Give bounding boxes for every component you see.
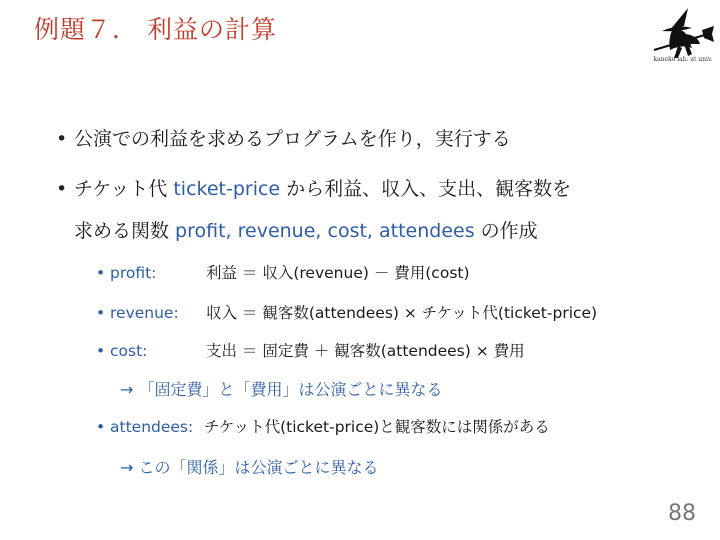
profit-label: profit: — [110, 264, 157, 282]
bullet-2-continued — [74, 218, 538, 244]
bullet-dot: • — [56, 178, 68, 200]
cost-note: → 「固定費」と「費用」は公演ごとに異なる — [120, 380, 443, 399]
sub-bullet-dot: • — [96, 304, 106, 322]
profit-equation: 利益 ＝ 収入(revenue) － 費用(cost) — [206, 264, 470, 282]
sub-item-attendees — [96, 416, 193, 438]
bullet-2-text: チケット代 — [74, 178, 174, 200]
bullet-2 — [56, 176, 571, 202]
bullet-1-text: 公演での利益を求めるプログラムを作り，実行する — [74, 128, 511, 150]
bullet-2-code: ticket-price — [173, 178, 281, 200]
bullet-3-code: profit, revenue, cost, attendees — [175, 220, 475, 242]
page-number: 88 — [668, 501, 696, 526]
sub-item-revenue — [96, 302, 179, 324]
sub-bullet-dot: • — [96, 264, 106, 282]
sub-item-cost — [96, 340, 147, 362]
sub-bullet-dot: • — [96, 342, 106, 360]
bullet-3-text: 求める関数 — [74, 220, 176, 242]
sub-item-profit — [96, 262, 156, 284]
bullet-3-text-end: の作成 — [474, 220, 538, 242]
bullet-dot: • — [56, 128, 68, 150]
cost-equation: 支出 ＝ 固定費 ＋ 観客数(attendees) × 費用 — [206, 342, 525, 360]
attendees-equation: チケット代(ticket-price)と観客数には関係がある — [204, 418, 550, 436]
logo-caption: kaneko lab. at univ. — [653, 56, 713, 63]
sub-bullet-dot: • — [96, 418, 106, 436]
slide-title: 例題７． 利益の計算 — [34, 15, 277, 44]
cost-label: cost: — [110, 342, 148, 360]
attendees-note: → この「関係」は公演ごとに異なる — [120, 458, 379, 477]
bullet-2-text-end: から利益、収入、支出、観客数を — [280, 178, 572, 200]
attendees-label: attendees: — [110, 418, 194, 436]
revenue-label: revenue: — [110, 304, 179, 322]
bullet-1 — [56, 126, 511, 152]
revenue-equation: 収入 ＝ 観客数(attendees) × チケット代(ticket-price) — [206, 304, 598, 322]
